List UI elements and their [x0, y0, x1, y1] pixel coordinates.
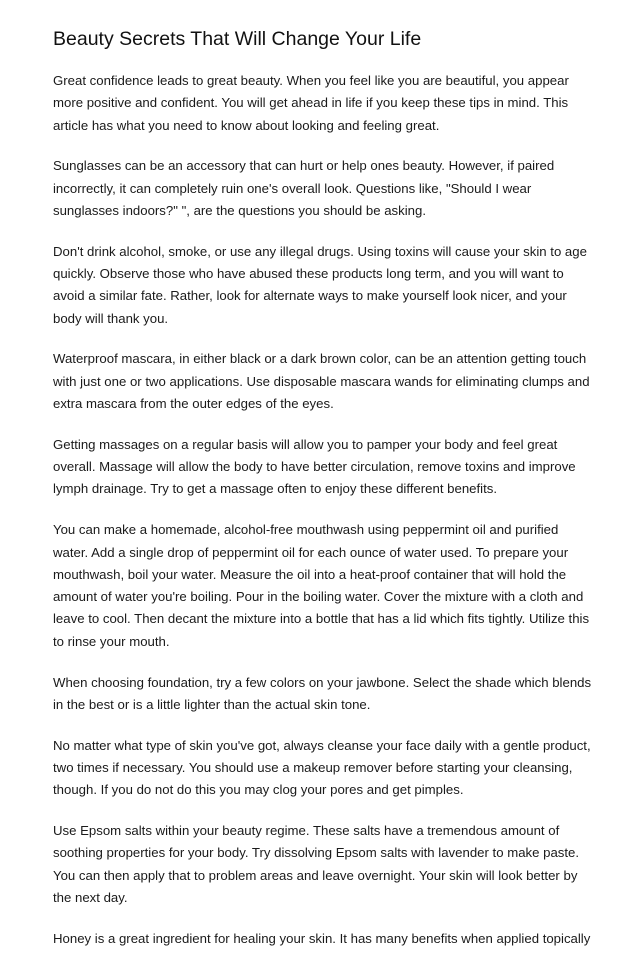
document-title: Beauty Secrets That Will Change Your Life: [53, 28, 422, 50]
paragraph-toxins: Don't drink alcohol, smoke, or use any illegal drugs. Using toxins will cause your skin to age quickly. Observe those who have abused these products long term, and you will want to avoid a similar fate. Rather, look for alternate ways to make yourself look nicer, and your body will thank you.: [53, 243, 587, 326]
paragraph-mouthwash: You can make a homemade, alcohol-free mouthwash using peppermint oil and purified water. Add a single drop of peppermint oil for each ounce of water used. To prepare your mouthwash, boil your water. Measure the oil into a heat-proof container that will hold the amount of water you're boiling. Pour in the boiling water. Cover the mixture with a cloth and leave to cool. Then decant the mixture into a bottle that has a lid which fits tightly. Utilize this to rinse your mouth.: [53, 522, 590, 649]
paragraph-cleanse: No matter what type of skin you've got, always cleanse your face daily with a gentle product, two times if necessary. You should use a makeup remover before starting your cleansing, though. If you do not do this you may clog your pores and get pimples.: [53, 737, 591, 798]
document-body: [53, 26, 593, 969]
paragraph-mascara: Waterproof mascara, in either black or a dark brown color, can be an attention getting touch with just one or two applications. Use disposable mascara wands for eliminating clumps and extra mascara from the outer edges of the eyes.: [53, 351, 590, 412]
paragraph-sunglasses: Sunglasses can be an accessory that can hurt or help ones beauty. However, if paired incorrectly, it can completely ruin one's overall look. Questions like, "Should I wear sunglasses indoors?" ", are the questions you should be asking.: [53, 158, 555, 218]
paragraph-foundation: When choosing foundation, try a few colors on your jawbone. Select the shade which blends in the best or is a little lighter than the actual skin tone.: [53, 674, 592, 712]
paragraph-honey: Honey is a great ingredient for healing your skin. It has many benefits when applied topically: [53, 930, 591, 946]
paragraph-alcohol-tip-0: Great confidence leads to great beauty. When you feel like you are beautiful, you appear more positive and confident. You will get ahead in life if you keep these tips in mind. This article has what you need to know about looking and feeling great.: [53, 73, 569, 133]
paragraph-epsom-salts: Use Epsom salts within your beauty regime. These salts have a tremendous amount of soothing properties for your body. Try dissolving Epsom salts with lavender to make paste. You can then apply that to problem areas and leave overnight. Your skin will look better by the next day.: [53, 823, 580, 905]
paragraph-massage: Getting massages on a regular basis will allow you to pamper your body and feel great overall. Massage will allow the body to have better circulation, remove toxins and improve lymph drainage. Try to get a massage often to enjoy these different benefits.: [53, 436, 576, 497]
